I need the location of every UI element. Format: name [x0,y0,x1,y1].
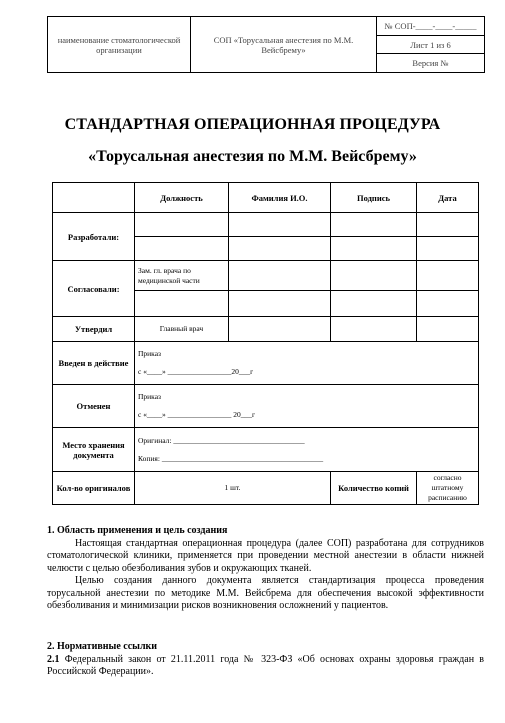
col-header-name: Фамилия И.О. [229,183,331,213]
section-2-heading: 2. Нормативные ссылки [47,641,158,652]
section-1-paragraph-2: Целью создания данного документа является стандартизация процесса проведения торусальной анестезии по методике М.М. Вейсбрема для обеспечения высокой эффективности обезболивания и минимизации рисков возникновения осложнений у пациентов. [47,575,484,611]
reference-text: Федеральный закон от 21.11.2011 года № 323-ФЗ «Об основах охраны здоровья граждан в Российской Федерации». [47,653,484,677]
order-date-line: с «____» _________________ 20___г [138,410,256,419]
cell [331,261,417,291]
copies-label: Количество копий [331,472,417,505]
section-1-paragraph-1: Настоящая стандартная операционная процедура (далее СОП) разработана для сотрудников стоматологической клиники, применяется при проведении местной анестезии в области нижней челюсти с целью обезболивания зубов и окружающих тканей. [47,537,484,574]
org-name-cell: наименование стоматологической организации [48,17,191,72]
section-2 [47,641,484,679]
row-label-developed: Разработали: [53,213,135,261]
page-subtitle: «Торусальная анестезия по М.М. Вейсбрему» [88,148,417,165]
cell [417,237,479,261]
order-date-line: с «____» _________________20___г [138,367,254,376]
order-label: Приказ [138,392,162,401]
cell [229,317,331,342]
cell [229,237,331,261]
cell [331,317,417,342]
col-header-position: Должность [135,183,229,213]
sop-title-cell: СОП «Торусальная анестезия по М.М. Вейсбрему» [191,17,377,72]
cell [331,291,417,317]
version-number: Версия № [412,58,449,69]
row-label-storage: Место хранения документа [53,428,135,472]
cell [417,291,479,317]
cell [229,213,331,237]
cell [135,237,229,261]
cell [229,261,331,291]
row-label-agreed: Согласовали: [53,261,135,317]
row-label-count: Кол-во оригиналов [53,472,135,505]
table-corner-cell [53,183,135,213]
cell [229,291,331,317]
col-header-date: Дата [417,183,479,213]
sop-meta-cell [377,17,484,72]
cell [417,261,479,291]
cell [331,213,417,237]
row-label-approved: Утвердил [53,317,135,342]
row-label-introduced: Введен в действие [53,342,135,385]
approved-position: Главный врач [135,317,229,342]
order-label: Приказ [138,349,162,358]
cell [331,237,417,261]
cell [417,213,479,237]
copies-value: согласно штатному расписанию [417,472,479,505]
reference-number: 2.1 [47,653,60,665]
approval-table [52,182,479,505]
sheet-number: Лист 1 из 6 [377,36,484,55]
page-title: СТАНДАРТНАЯ ОПЕРАЦИОННАЯ ПРОЦЕДУРА [64,116,441,133]
row-label-cancelled: Отменен [53,385,135,428]
section-1 [47,525,484,613]
storage-cell [135,428,479,472]
agreed-position: Зам. гл. врача по медицинской части [135,261,229,291]
cell [135,213,229,237]
cell [417,317,479,342]
cell [135,291,229,317]
introduced-order-cell [135,342,479,385]
section-2-reference [47,654,484,679]
cancelled-order-cell [135,385,479,428]
col-header-signature: Подпись [331,183,417,213]
count-value: 1 шт. [135,472,331,505]
original-line: Оригинал: ___________________________________ [138,435,305,445]
sop-number: № СОП-____-____-_____ [377,17,484,36]
document-header [47,16,485,73]
copy-line: Копия: ___________________________________________ [138,453,324,463]
section-1-heading: 1. Область применения и цель создания [47,525,228,536]
